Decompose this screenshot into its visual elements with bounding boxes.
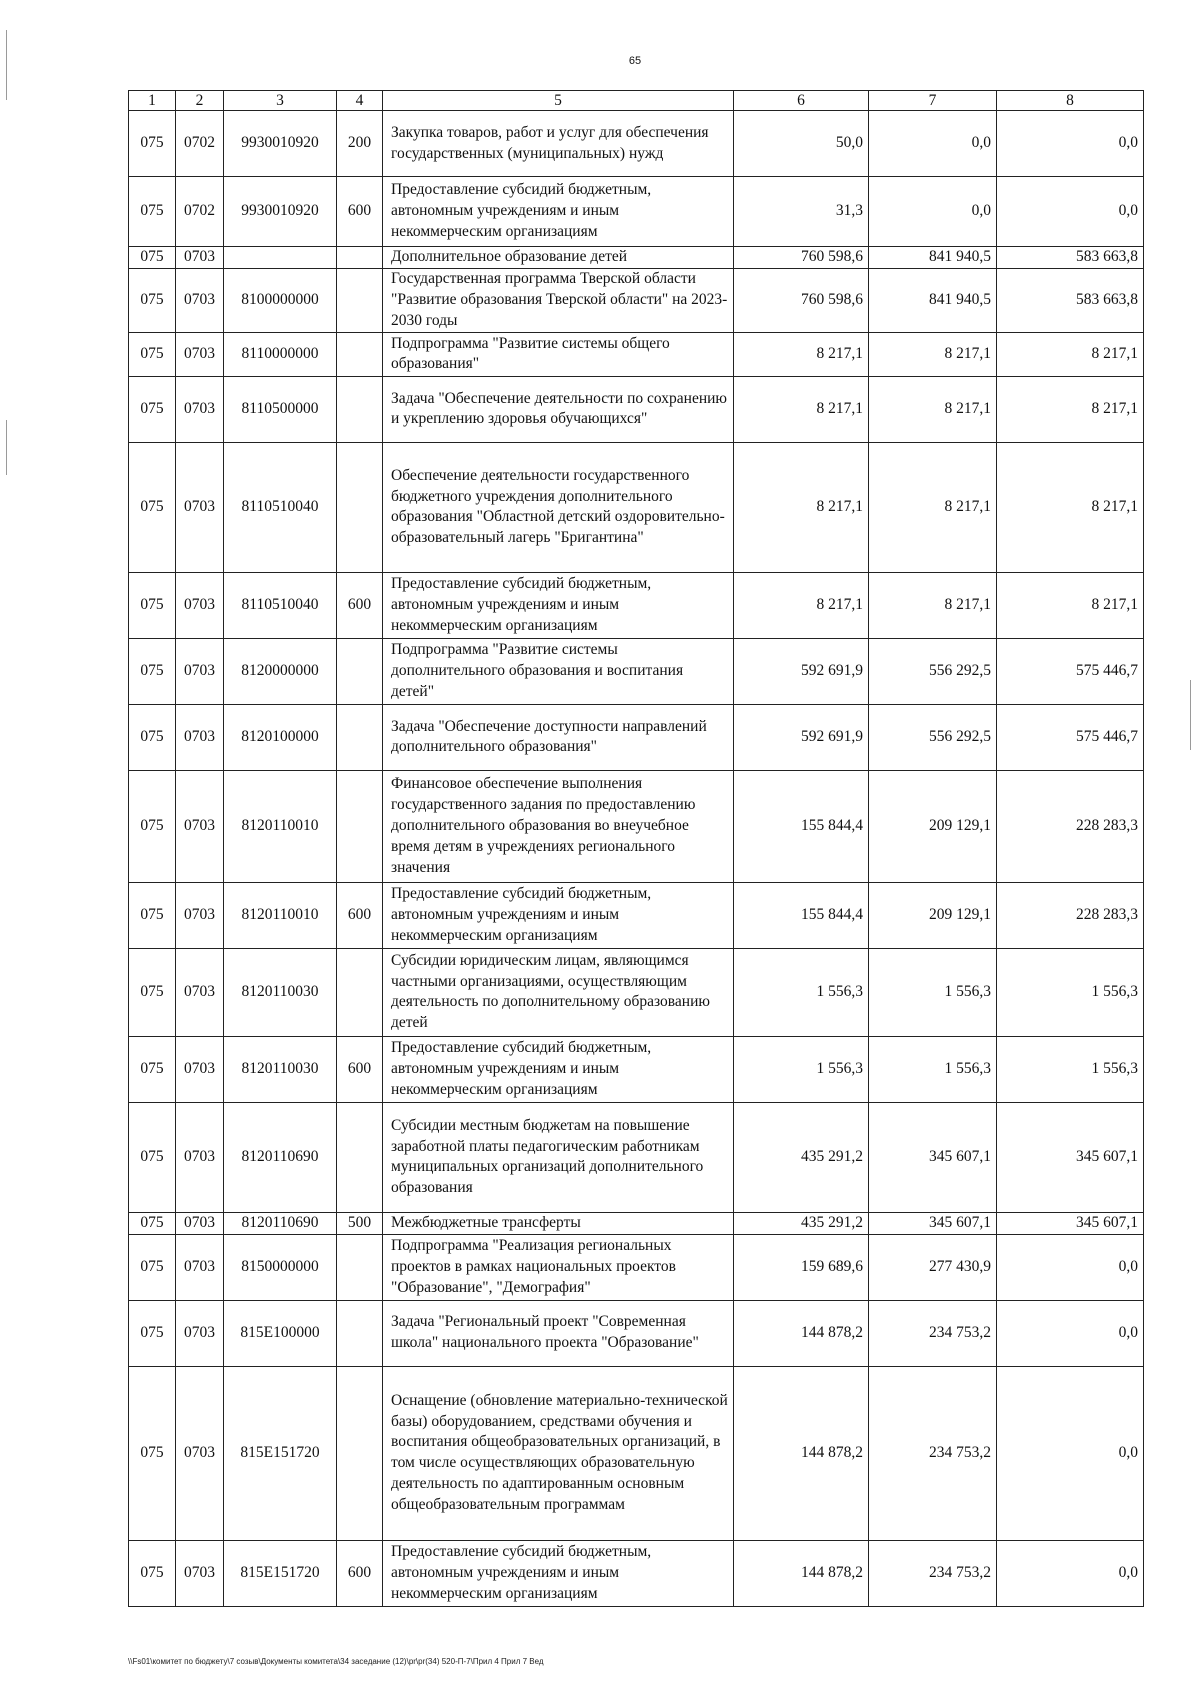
cell-amount-col8: 1 556,3 — [997, 1036, 1144, 1102]
cell-ministry-code: 075 — [129, 1300, 176, 1366]
cell-description: Межбюджетные трансферты — [383, 1212, 734, 1234]
cell-amount-col6: 144 878,2 — [734, 1300, 869, 1366]
cell-expense-type — [337, 247, 383, 269]
cell-target-article: 9930010920 — [224, 111, 337, 177]
cell-target-article — [224, 247, 337, 269]
cell-expense-type — [337, 770, 383, 882]
cell-amount-col7: 277 430,9 — [869, 1234, 997, 1300]
cell-target-article: 8150000000 — [224, 1234, 337, 1300]
table-header-row — [129, 91, 1144, 111]
cell-section-code: 0703 — [176, 268, 224, 332]
cell-ministry-code: 075 — [129, 247, 176, 269]
cell-section-code: 0703 — [176, 332, 224, 376]
cell-amount-col7: 234 753,2 — [869, 1540, 997, 1606]
cell-description: Обеспечение деятельности государственного бюджетного учреждения дополнительного образования "Областной детский оздоровительно-образовательный лагерь "Бригантина" — [383, 442, 734, 572]
column-header: 5 — [383, 91, 734, 111]
column-header: 1 — [129, 91, 176, 111]
cell-amount-col8: 0,0 — [997, 111, 1144, 177]
cell-target-article: 815E100000 — [224, 1300, 337, 1366]
cell-amount-col6: 760 598,6 — [734, 247, 869, 269]
cell-section-code: 0703 — [176, 572, 224, 638]
cell-description: Подпрограмма "Реализация региональных проектов в рамках национальных проектов "Образование", "Демография" — [383, 1234, 734, 1300]
cell-amount-col7: 1 556,3 — [869, 1036, 997, 1102]
cell-ministry-code: 075 — [129, 1234, 176, 1300]
cell-amount-col7: 1 556,3 — [869, 948, 997, 1036]
footer-file-path: \\Fs01\комитет по бюджету\7 созыв\Документы комитета\34 заседание (12)\pr\pr(34) 520-П-7\Прил 4 Прил 7 Вед — [128, 1657, 544, 1666]
cell-ministry-code: 075 — [129, 1102, 176, 1212]
cell-amount-col8: 0,0 — [997, 1366, 1144, 1540]
cell-amount-col8: 8 217,1 — [997, 332, 1144, 376]
table-row — [129, 572, 1144, 638]
cell-amount-col8: 0,0 — [997, 1540, 1144, 1606]
cell-description: Задача "Обеспечение деятельности по сохранению и укреплению здоровья обучающихся" — [383, 376, 734, 442]
cell-amount-col7: 8 217,1 — [869, 376, 997, 442]
cell-description: Дополнительное образование детей — [383, 247, 734, 269]
cell-description: Финансовое обеспечение выполнения государственного задания по предоставлению дополнительного образования во внеучебное время детям в учреждениях регионального значения — [383, 770, 734, 882]
cell-target-article: 8110500000 — [224, 376, 337, 442]
cell-amount-col7: 234 753,2 — [869, 1300, 997, 1366]
cell-amount-col6: 159 689,6 — [734, 1234, 869, 1300]
cell-amount-col6: 8 217,1 — [734, 376, 869, 442]
cell-amount-col6: 435 291,2 — [734, 1102, 869, 1212]
cell-amount-col7: 8 217,1 — [869, 572, 997, 638]
cell-ministry-code: 075 — [129, 770, 176, 882]
table-row — [129, 1036, 1144, 1102]
cell-expense-type: 600 — [337, 177, 383, 247]
table-row — [129, 442, 1144, 572]
cell-expense-type — [337, 268, 383, 332]
cell-amount-col6: 8 217,1 — [734, 442, 869, 572]
cell-section-code: 0703 — [176, 948, 224, 1036]
scan-edge-mark — [6, 30, 7, 100]
cell-amount-col8: 583 663,8 — [997, 268, 1144, 332]
table-row — [129, 1300, 1144, 1366]
table-row — [129, 1234, 1144, 1300]
cell-ministry-code: 075 — [129, 111, 176, 177]
column-header: 6 — [734, 91, 869, 111]
table-row — [129, 704, 1144, 770]
cell-ministry-code: 075 — [129, 948, 176, 1036]
cell-ministry-code: 075 — [129, 1366, 176, 1540]
cell-ministry-code: 075 — [129, 1212, 176, 1234]
cell-target-article: 8120110010 — [224, 882, 337, 948]
cell-amount-col6: 1 556,3 — [734, 1036, 869, 1102]
cell-amount-col8: 228 283,3 — [997, 770, 1144, 882]
column-header: 8 — [997, 91, 1144, 111]
cell-target-article: 8120100000 — [224, 704, 337, 770]
cell-target-article: 8110510040 — [224, 572, 337, 638]
cell-ministry-code: 075 — [129, 638, 176, 704]
cell-target-article: 8120110030 — [224, 948, 337, 1036]
budget-table — [128, 90, 1144, 1607]
cell-amount-col7: 556 292,5 — [869, 638, 997, 704]
cell-amount-col8: 8 217,1 — [997, 572, 1144, 638]
table-row — [129, 1540, 1144, 1606]
cell-amount-col6: 144 878,2 — [734, 1540, 869, 1606]
cell-section-code: 0703 — [176, 1300, 224, 1366]
cell-amount-col8: 0,0 — [997, 177, 1144, 247]
cell-amount-col7: 556 292,5 — [869, 704, 997, 770]
page-number: 65 — [628, 55, 642, 67]
cell-ministry-code: 075 — [129, 704, 176, 770]
cell-amount-col8: 228 283,3 — [997, 882, 1144, 948]
cell-ministry-code: 075 — [129, 177, 176, 247]
table-row — [129, 177, 1144, 247]
cell-amount-col8: 1 556,3 — [997, 948, 1144, 1036]
cell-description: Субсидии юридическим лицам, являющимся частными организациями, осуществляющим деятельность по дополнительному образованию детей — [383, 948, 734, 1036]
cell-section-code: 0703 — [176, 1234, 224, 1300]
cell-amount-col8: 345 607,1 — [997, 1212, 1144, 1234]
cell-description: Подпрограмма "Развитие системы дополнительного образования и воспитания детей" — [383, 638, 734, 704]
table-row — [129, 376, 1144, 442]
cell-section-code: 0702 — [176, 177, 224, 247]
cell-description: Предоставление субсидий бюджетным, автономным учреждениям и иным некоммерческим организациям — [383, 1540, 734, 1606]
cell-ministry-code: 075 — [129, 1036, 176, 1102]
cell-target-article: 8120000000 — [224, 638, 337, 704]
cell-expense-type: 200 — [337, 111, 383, 177]
cell-amount-col7: 345 607,1 — [869, 1212, 997, 1234]
cell-expense-type — [337, 948, 383, 1036]
cell-amount-col7: 841 940,5 — [869, 268, 997, 332]
table-row — [129, 332, 1144, 376]
cell-expense-type — [337, 1234, 383, 1300]
cell-section-code: 0703 — [176, 1036, 224, 1102]
cell-expense-type — [337, 1300, 383, 1366]
cell-amount-col8: 0,0 — [997, 1300, 1144, 1366]
cell-target-article: 8110000000 — [224, 332, 337, 376]
cell-section-code: 0703 — [176, 1212, 224, 1234]
cell-target-article: 9930010920 — [224, 177, 337, 247]
table-row — [129, 268, 1144, 332]
cell-amount-col6: 155 844,4 — [734, 882, 869, 948]
cell-expense-type — [337, 638, 383, 704]
cell-section-code: 0703 — [176, 247, 224, 269]
cell-section-code: 0703 — [176, 442, 224, 572]
cell-amount-col6: 8 217,1 — [734, 572, 869, 638]
scan-edge-mark — [6, 420, 7, 475]
cell-target-article: 8110510040 — [224, 442, 337, 572]
column-header: 2 — [176, 91, 224, 111]
cell-description: Предоставление субсидий бюджетным, автономным учреждениям и иным некоммерческим организациям — [383, 572, 734, 638]
cell-amount-col7: 209 129,1 — [869, 882, 997, 948]
cell-amount-col6: 144 878,2 — [734, 1366, 869, 1540]
cell-description: Подпрограмма "Развитие системы общего образования" — [383, 332, 734, 376]
table-row — [129, 638, 1144, 704]
cell-target-article: 8120110010 — [224, 770, 337, 882]
cell-amount-col6: 592 691,9 — [734, 704, 869, 770]
cell-amount-col8: 8 217,1 — [997, 376, 1144, 442]
cell-expense-type — [337, 1366, 383, 1540]
cell-expense-type: 600 — [337, 882, 383, 948]
cell-section-code: 0703 — [176, 704, 224, 770]
table-row — [129, 770, 1144, 882]
table-row — [129, 948, 1144, 1036]
cell-amount-col6: 760 598,6 — [734, 268, 869, 332]
cell-ministry-code: 075 — [129, 442, 176, 572]
cell-amount-col8: 345 607,1 — [997, 1102, 1144, 1212]
table-row — [129, 882, 1144, 948]
cell-description: Государственная программа Тверской области "Развитие образования Тверской области" на 2023-2030 годы — [383, 268, 734, 332]
cell-target-article: 8120110030 — [224, 1036, 337, 1102]
cell-ministry-code: 075 — [129, 332, 176, 376]
cell-expense-type — [337, 442, 383, 572]
cell-amount-col7: 8 217,1 — [869, 442, 997, 572]
column-header: 7 — [869, 91, 997, 111]
cell-amount-col7: 345 607,1 — [869, 1102, 997, 1212]
cell-description: Предоставление субсидий бюджетным, автономным учреждениям и иным некоммерческим организациям — [383, 177, 734, 247]
cell-amount-col7: 0,0 — [869, 177, 997, 247]
cell-ministry-code: 075 — [129, 1540, 176, 1606]
table-row — [129, 1102, 1144, 1212]
cell-amount-col7: 234 753,2 — [869, 1366, 997, 1540]
cell-ministry-code: 075 — [129, 268, 176, 332]
cell-ministry-code: 075 — [129, 376, 176, 442]
cell-section-code: 0703 — [176, 770, 224, 882]
cell-ministry-code: 075 — [129, 882, 176, 948]
cell-description: Задача "Региональный проект "Современная школа" национального проекта "Образование" — [383, 1300, 734, 1366]
cell-section-code: 0703 — [176, 638, 224, 704]
cell-amount-col7: 8 217,1 — [869, 332, 997, 376]
cell-description: Закупка товаров, работ и услуг для обеспечения государственных (муниципальных) нужд — [383, 111, 734, 177]
cell-amount-col6: 8 217,1 — [734, 332, 869, 376]
cell-section-code: 0703 — [176, 1102, 224, 1212]
cell-amount-col7: 0,0 — [869, 111, 997, 177]
cell-amount-col8: 575 446,7 — [997, 704, 1144, 770]
table-row — [129, 1366, 1144, 1540]
cell-description: Предоставление субсидий бюджетным, автономным учреждениям и иным некоммерческим организациям — [383, 1036, 734, 1102]
cell-target-article: 8100000000 — [224, 268, 337, 332]
cell-expense-type: 600 — [337, 1540, 383, 1606]
cell-ministry-code: 075 — [129, 572, 176, 638]
cell-description: Субсидии местным бюджетам на повышение заработной платы педагогическим работникам муниципальных организаций дополнительного образования — [383, 1102, 734, 1212]
cell-expense-type: 600 — [337, 572, 383, 638]
cell-description: Предоставление субсидий бюджетным, автономным учреждениям и иным некоммерческим организациям — [383, 882, 734, 948]
cell-target-article: 8120110690 — [224, 1212, 337, 1234]
column-header: 3 — [224, 91, 337, 111]
cell-section-code: 0703 — [176, 376, 224, 442]
cell-target-article: 815E151720 — [224, 1366, 337, 1540]
cell-section-code: 0703 — [176, 1366, 224, 1540]
cell-amount-col6: 435 291,2 — [734, 1212, 869, 1234]
cell-amount-col8: 8 217,1 — [997, 442, 1144, 572]
cell-description: Оснащение (обновление материально-технической базы) оборудованием, средствами обучения и воспитания общеобразовательных организаций, в том числе осуществляющих образовательную деятельность по адаптированным основным общеобразовательным программам — [383, 1366, 734, 1540]
cell-section-code: 0703 — [176, 882, 224, 948]
cell-amount-col7: 841 940,5 — [869, 247, 997, 269]
cell-description: Задача "Обеспечение доступности направлений дополнительного образования" — [383, 704, 734, 770]
cell-amount-col6: 1 556,3 — [734, 948, 869, 1036]
cell-amount-col8: 0,0 — [997, 1234, 1144, 1300]
cell-target-article: 815E151720 — [224, 1540, 337, 1606]
cell-expense-type: 500 — [337, 1212, 383, 1234]
cell-expense-type — [337, 704, 383, 770]
cell-expense-type — [337, 376, 383, 442]
cell-expense-type — [337, 332, 383, 376]
column-header: 4 — [337, 91, 383, 111]
cell-section-code: 0702 — [176, 111, 224, 177]
cell-amount-col6: 31,3 — [734, 177, 869, 247]
cell-expense-type — [337, 1102, 383, 1212]
cell-amount-col8: 583 663,8 — [997, 247, 1144, 269]
cell-section-code: 0703 — [176, 1540, 224, 1606]
cell-expense-type: 600 — [337, 1036, 383, 1102]
cell-amount-col7: 209 129,1 — [869, 770, 997, 882]
cell-amount-col6: 50,0 — [734, 111, 869, 177]
table-row — [129, 111, 1144, 177]
cell-amount-col6: 155 844,4 — [734, 770, 869, 882]
cell-amount-col6: 592 691,9 — [734, 638, 869, 704]
scan-edge-mark — [1190, 680, 1191, 750]
cell-target-article: 8120110690 — [224, 1102, 337, 1212]
table-row — [129, 247, 1144, 269]
table-row — [129, 1212, 1144, 1234]
cell-amount-col8: 575 446,7 — [997, 638, 1144, 704]
